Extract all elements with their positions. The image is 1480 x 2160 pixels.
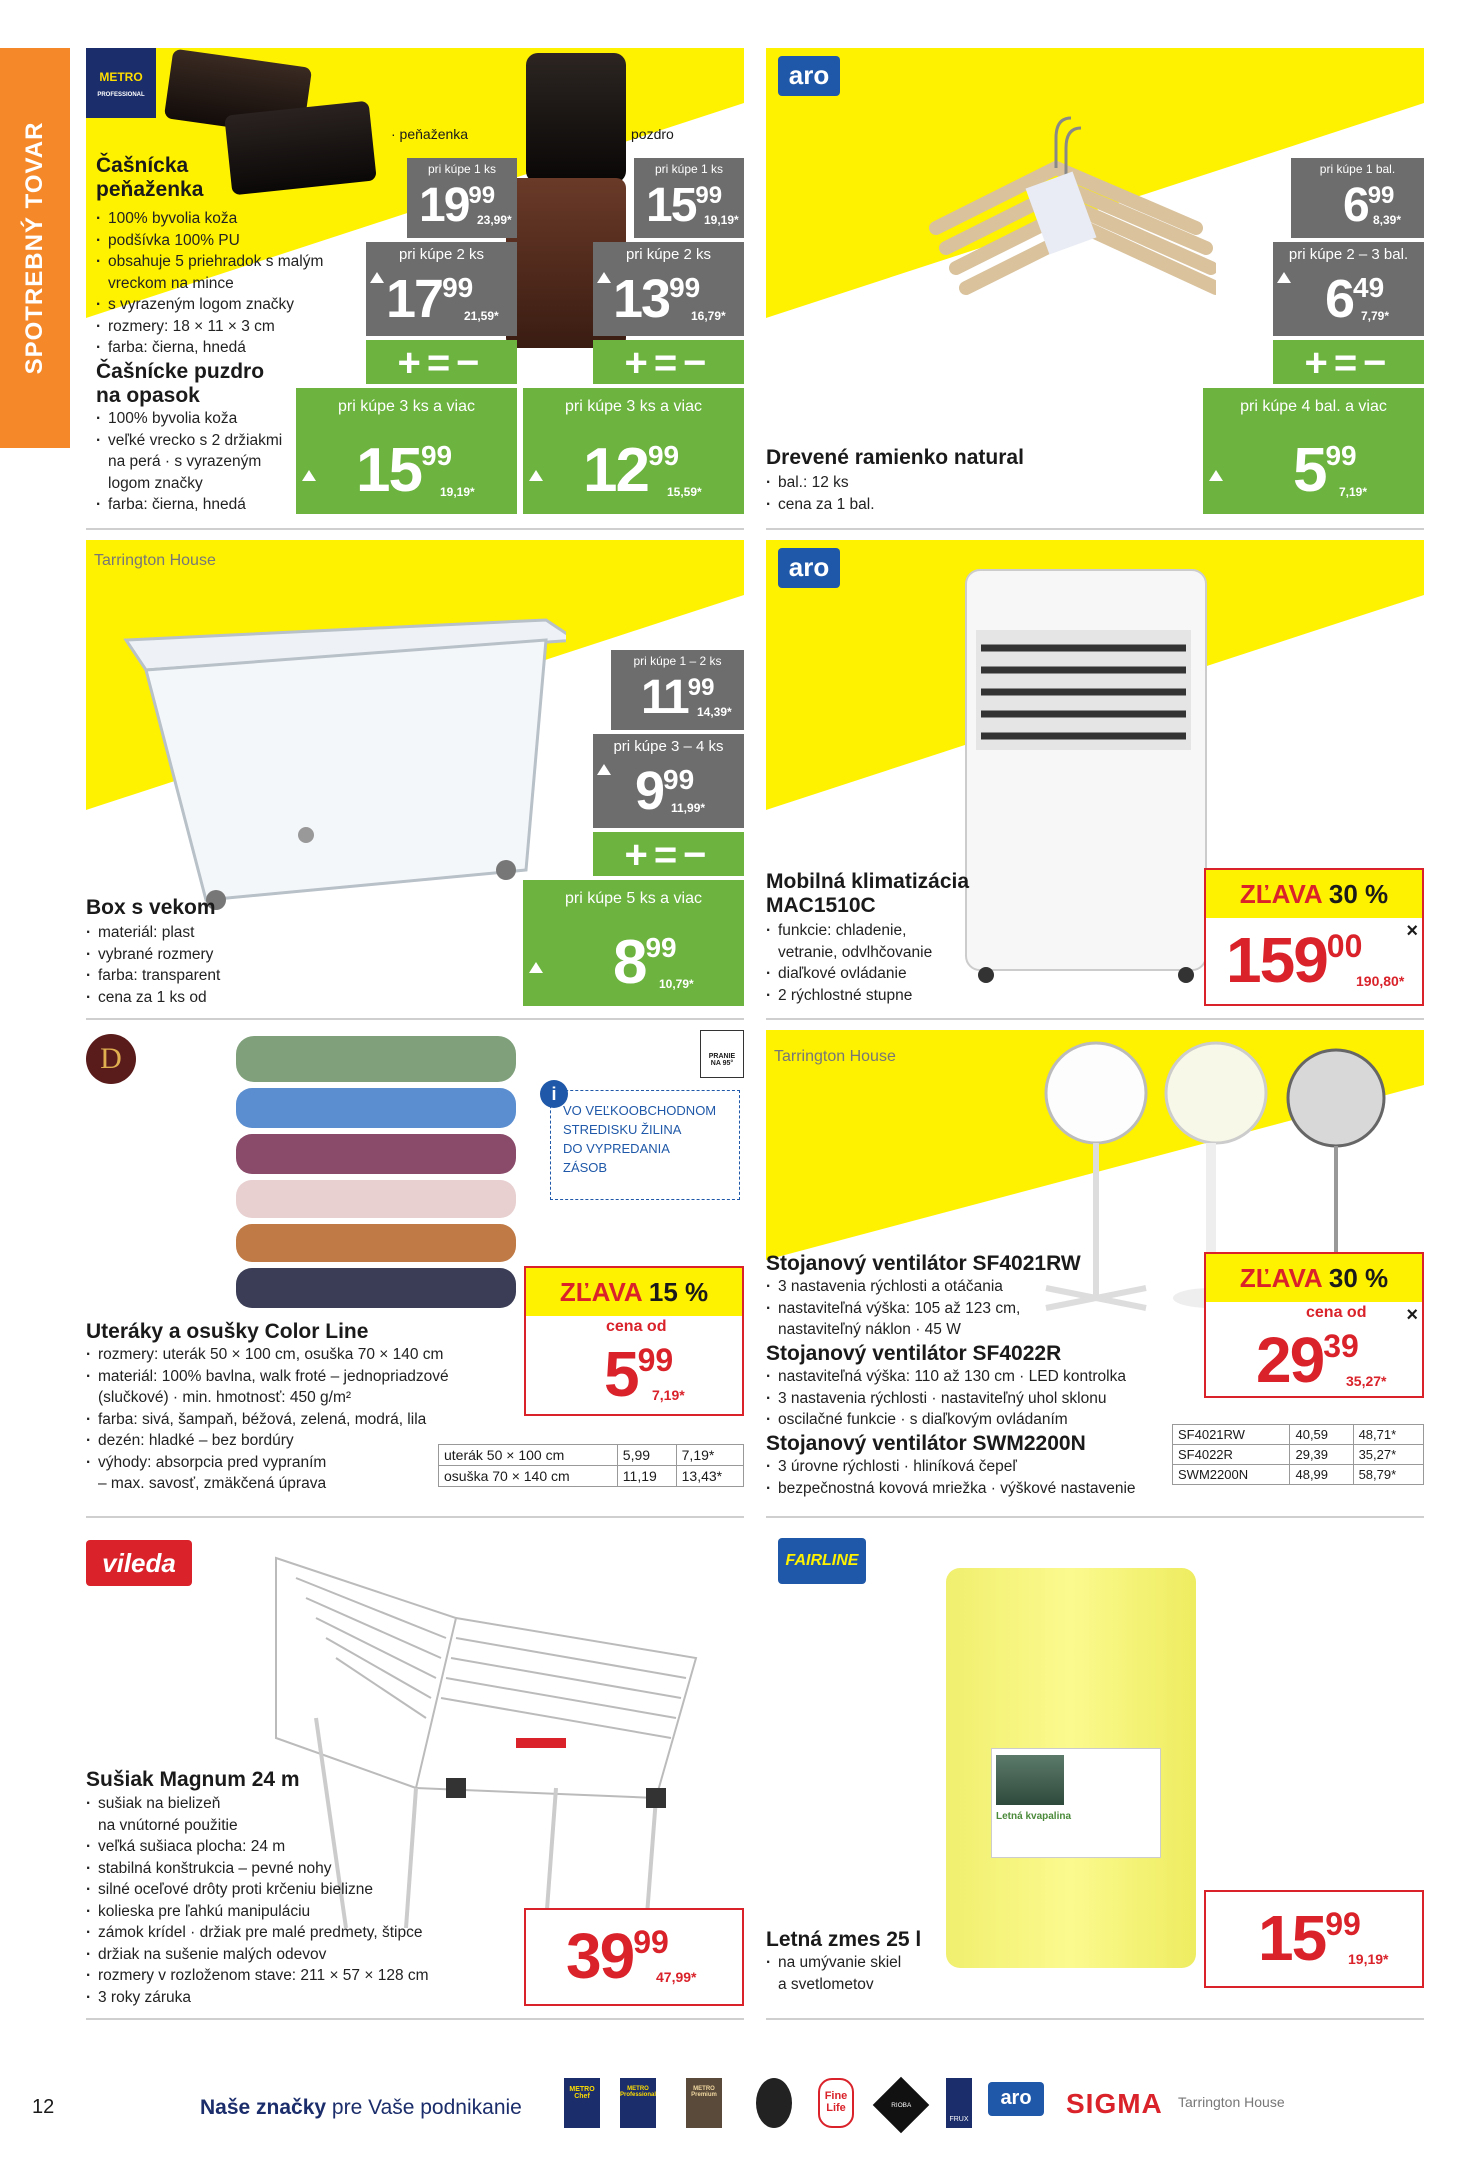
product-panel-aircon[interactable] — [766, 540, 1424, 1008]
bullet: · dezén: hladké – bez bordúry — [86, 1430, 449, 1452]
price-vat: 14,39* — [697, 705, 732, 719]
price-int: 5 — [604, 1338, 638, 1410]
bullet: · nastaviteľná výška: 105 až 123 cm, — [766, 1298, 1020, 1320]
label-wallet: · peňaženka — [391, 126, 469, 142]
premium-brand-logo — [756, 2078, 792, 2128]
fine-life-logo: Fine Life — [818, 2078, 854, 2128]
tier-label: pri kúpe 3 – 4 ks — [613, 738, 724, 755]
divider — [766, 528, 1424, 530]
product-title: Sušiak Magnum 24 m — [86, 1768, 300, 1791]
tarrington-house-logo: Tarrington House — [1178, 2094, 1285, 2110]
table-row — [1173, 1425, 1424, 1445]
bullet-cont: – max. savosť, zmäkčená úprava — [98, 1475, 327, 1492]
discount-percent: 15 % — [648, 1277, 709, 1307]
bullet-cont: a svetlometov — [778, 1975, 874, 1993]
price-int: 13 — [613, 269, 670, 329]
divider — [766, 1516, 1424, 1518]
product-title: Box s vekom — [86, 896, 216, 919]
product-title: Letná zmes 25 l — [766, 1928, 922, 1951]
bullet: · stabilná konštrukcia – pevné nohy — [86, 1858, 429, 1880]
tier-label: pri kúpe 2 ks — [398, 246, 485, 263]
footer-tagline — [200, 2096, 522, 2120]
price-tier-2-pouch — [593, 242, 744, 336]
price-dec: 39 — [1323, 1328, 1359, 1364]
bullet: · farba: sivá, šampaň, béžová, zelená, modrá, lila — [86, 1409, 449, 1431]
table-cell: 40,59 — [1290, 1425, 1353, 1445]
close-icon: × — [1406, 1304, 1418, 1326]
bullet: · cena za 1 ks od — [86, 987, 220, 1009]
price-int: 29 — [1256, 1324, 1324, 1396]
price-dec: 99 — [633, 1924, 669, 1960]
price-vat: 15,59* — [667, 485, 702, 499]
bullet: · farba: čierna, hnedá — [96, 494, 282, 516]
discount-price-box — [1204, 868, 1424, 1006]
price-int: 11 — [641, 671, 688, 724]
product-title-pouch: Čašnícke puzdro na opasok — [96, 360, 265, 407]
price-vat: 11,99* — [671, 801, 706, 815]
aro-logo: aro — [778, 56, 840, 96]
bullet: · sušiak na bielizeň — [86, 1793, 429, 1815]
metro-professional-logo: METRO Professional — [620, 2078, 656, 2128]
discount-label — [1206, 1254, 1422, 1302]
price-vat: 19,19* — [1348, 1951, 1389, 1967]
metro-chef-logo: METRO Chef — [564, 2078, 600, 2128]
product-title-wallet: Čašnícka peňaženka — [96, 154, 204, 201]
product-panel-wallet[interactable] — [86, 48, 744, 516]
price-dec: 99 — [645, 932, 677, 963]
discount-word: ZĽAVA — [1239, 879, 1322, 909]
logo-subtext: PROFESSIONAL — [97, 92, 145, 98]
bullet: · nastaviteľná výška: 110 až 130 cm · LED kontrolka — [766, 1366, 1126, 1388]
table-cell: 13,43* — [676, 1466, 743, 1487]
discount-word: ZĽAVA — [1239, 1263, 1322, 1293]
price-tier-2-wallet — [366, 242, 517, 336]
price-vat: 47,99* — [656, 1969, 697, 1985]
price-tier-1 — [611, 650, 744, 730]
bullet-cont: nastaviteľný náklon · 45 W — [778, 1321, 961, 1338]
discount-price-box — [1204, 1252, 1424, 1398]
info-icon: i — [540, 1080, 568, 1108]
bullet: · rozmery: 18 × 11 × 3 cm — [96, 316, 323, 338]
divider — [86, 528, 744, 530]
price-int: 15 — [356, 436, 421, 505]
divider — [766, 2018, 1424, 2020]
tier-label: pri kúpe 3 ks a viac — [565, 398, 702, 415]
bullet: · bezpečnostná kovová mriežka · výškové nastavenie — [766, 1478, 1136, 1500]
price-vat: 7,19* — [652, 1387, 685, 1403]
davids-logo: D — [86, 1034, 136, 1084]
price-vat: 16,79* — [691, 309, 726, 323]
bullet-cont: na perá · s vyrazeným — [108, 453, 262, 470]
price-vat: 23,99* — [477, 213, 512, 227]
bullet: · 3 nastavenia rýchlosti a otáčania — [766, 1276, 1020, 1298]
towels-image — [236, 1030, 516, 1320]
discount-label — [1206, 870, 1422, 918]
vileda-logo: vileda — [86, 1540, 192, 1586]
price-box — [1204, 1890, 1424, 1988]
divider — [766, 1018, 1424, 1020]
price-tier-3 — [1203, 388, 1424, 514]
tier-label: pri kúpe 2 – 3 bal. — [1288, 246, 1409, 263]
price-tier-1 — [1291, 158, 1424, 238]
product-title: Uteráky a osušky Color Line — [86, 1320, 369, 1343]
price-vat: 21,59* — [464, 309, 499, 323]
table-cell: 5,99 — [617, 1445, 676, 1466]
price-tier-1-wallet — [407, 158, 517, 238]
product-panel-hangers[interactable] — [766, 48, 1424, 516]
tier-label: pri kúpe 1 ks — [654, 162, 724, 176]
bullet: · materiál: plast — [86, 922, 220, 944]
arrow-up-icon — [597, 764, 611, 775]
arrow-up-icon — [1277, 272, 1291, 283]
close-icon: × — [1406, 920, 1418, 942]
price-dec: 99 — [1325, 440, 1357, 471]
table-cell: 11,19 — [617, 1466, 676, 1487]
price-vat: 7,79* — [1361, 309, 1390, 323]
price-dec: 49 — [1353, 272, 1385, 303]
arrow-up-icon — [370, 272, 384, 283]
bullet: · držiak na sušenie malých odevov — [86, 1944, 429, 1966]
bullet-cont: (slučkové) · min. hmotnosť: 450 g/m² — [98, 1389, 352, 1406]
bullet: · veľká sušiaca plocha: 24 m — [86, 1836, 429, 1858]
air-conditioner-image — [956, 560, 1226, 990]
fairline-logo: FAIRLINE — [778, 1538, 866, 1584]
product-title-swm2200n: Stojanový ventilátor SWM2200N — [766, 1432, 1086, 1455]
bullet: · oscilačné funkcie · s diaľkovým ovládaním — [766, 1409, 1126, 1431]
price-dec: 99 — [695, 182, 723, 209]
plus-equal-minus-icon: +=− — [593, 832, 744, 876]
price-int: 6 — [1343, 179, 1368, 232]
price-int: 159 — [1226, 924, 1327, 996]
table-cell: SWM2200N — [1173, 1465, 1290, 1485]
price-dec: 99 — [669, 272, 701, 303]
bullet: · 3 nastavenia rýchlosti · nastaviteľný uhol sklonu — [766, 1388, 1126, 1410]
price-tier-2 — [593, 734, 744, 828]
price-int: 6 — [1325, 269, 1354, 329]
discount-percent: 30 % — [1328, 1263, 1389, 1293]
bullet: · materiál: 100% bavlna, walk froté – jednopriadzové — [86, 1366, 449, 1388]
arrow-up-icon — [597, 272, 611, 283]
tier-label: pri kúpe 5 ks a viac — [565, 890, 702, 907]
bullet: · na umývanie skiel — [766, 1952, 901, 1974]
canister-label-text: Letná kvapalina — [996, 1811, 1072, 1822]
product-title-sf4021rw: Stojanový ventilátor SF4021RW — [766, 1252, 1081, 1275]
bullet: · 2 rýchlostné stupne — [766, 985, 932, 1007]
arrow-up-icon — [529, 962, 543, 973]
price-int: 19 — [419, 179, 469, 232]
price-tier-3 — [523, 880, 744, 1006]
frux-logo: FRUX — [946, 2078, 972, 2128]
arrow-up-icon — [1209, 470, 1223, 481]
plus-equal-minus-icon: +=− — [1273, 340, 1424, 384]
price-dec: 99 — [687, 674, 715, 701]
bullet: · kolieska pre ľahkú manipuláciu — [86, 1901, 429, 1923]
product-title: Mobilná klimatizácia MAC1510C — [766, 870, 970, 917]
sigma-logo: SIGMA — [1066, 2088, 1163, 2119]
price-dec: 99 — [442, 272, 474, 303]
table-cell: 29,39 — [1290, 1445, 1353, 1465]
tier-label: pri kúpe 2 ks — [625, 246, 712, 263]
table-cell: 35,27* — [1353, 1445, 1423, 1465]
bullet-cont: vreckom na mince — [108, 274, 234, 292]
price-dec: 00 — [1326, 928, 1363, 964]
bullet: · funkcie: chladenie, — [766, 920, 932, 942]
bullet-cont: logom značky — [108, 474, 203, 492]
label-pouch: pozdro — [631, 126, 674, 142]
tier-label: pri kúpe 1 bal. — [1319, 162, 1396, 176]
price-table — [1172, 1424, 1424, 1485]
price-vat: 190,80* — [1356, 973, 1405, 989]
price-from-label: cena od — [606, 1318, 667, 1335]
tier-label: pri kúpe 1 – 2 ks — [633, 654, 722, 668]
metro-professional-logo — [86, 48, 156, 118]
discount-percent: 30 % — [1328, 879, 1389, 909]
bullet: · farba: transparent — [86, 965, 220, 987]
price-dec: 99 — [637, 1342, 674, 1378]
tier-label: pri kúpe 3 ks a viac — [338, 398, 475, 415]
table-row — [439, 1445, 744, 1466]
price-int: 15 — [646, 179, 696, 232]
bullet: · s vyrazeným logom značky — [96, 294, 323, 316]
price-int: 17 — [386, 269, 443, 329]
price-int: 8 — [613, 928, 646, 997]
price-dec: 99 — [1325, 1906, 1361, 1942]
price-dec: 99 — [1367, 182, 1395, 209]
bullet: · podšívka 100% PU — [96, 230, 323, 252]
info-note: VO VEĽKOOBCHODNOM STREDISKU ŽILINA DO VYPREDANIA ZÁSOB — [550, 1090, 740, 1200]
price-vat: 8,39* — [1373, 213, 1402, 227]
wash-95-icon: PRANIE NA 95° — [700, 1030, 744, 1078]
tagline-bold: Naše značky — [200, 2096, 327, 2119]
price-from-label: cena od — [1306, 1304, 1367, 1321]
wallet-image-2 — [224, 101, 377, 196]
plus-equal-minus-icon: +=− — [593, 340, 744, 384]
bullet: · obsahuje 5 priehradok s malým — [96, 251, 323, 273]
bullet: · rozmery v rozloženom stave: 211 × 57 × 128 cm — [86, 1965, 429, 1987]
table-row — [1173, 1445, 1424, 1465]
metro-premium-logo: METRO Premium — [686, 2078, 722, 2128]
tarrington-house-logo: Tarrington House — [94, 552, 216, 569]
price-int: 12 — [583, 436, 648, 505]
price-tier-3-wallet — [296, 388, 517, 514]
price-vat: 19,19* — [440, 485, 475, 499]
product-panel-towels[interactable] — [86, 1030, 744, 1506]
bullet: · silné oceľové drôty proti krčeniu bielizne — [86, 1879, 429, 1901]
bullet: · veľké vrecko s 2 držiakmi — [96, 430, 282, 452]
tagline-rest: pre Vaše podnikanie — [326, 2096, 522, 2119]
rioba-logo — [873, 2077, 930, 2134]
rioba-text: RIOBA — [891, 2101, 911, 2109]
table-cell: 58,79* — [1353, 1465, 1423, 1485]
bullet-cont: vetranie, odvlhčovanie — [778, 943, 933, 961]
table-cell: osuška 70 × 140 cm — [439, 1466, 618, 1487]
price-dec: 99 — [663, 764, 695, 795]
price-table — [438, 1444, 744, 1487]
bullet: · bal.: 12 ks — [766, 472, 875, 494]
bullet: · farba: čierna, hnedá — [96, 337, 323, 359]
aro-logo: aro — [778, 548, 840, 588]
product-title-sf4022r: Stojanový ventilátor SF4022R — [766, 1342, 1062, 1365]
discount-word: ZĽAVA — [559, 1277, 642, 1307]
price-int: 5 — [1293, 436, 1326, 505]
table-row — [1173, 1465, 1424, 1485]
bullet: · výhody: absorpcia pred vypraním — [86, 1452, 449, 1474]
price-int: 9 — [635, 761, 664, 821]
category-tab[interactable] — [0, 48, 70, 448]
bullet: · zámok krídel · držiak pre malé predmety, štipce — [86, 1922, 429, 1944]
canister-label — [991, 1748, 1161, 1858]
price-tier-3-pouch — [523, 388, 744, 514]
table-cell: SF4021RW — [1173, 1425, 1290, 1445]
price-int: 39 — [566, 1920, 634, 1992]
price-dec: 99 — [420, 440, 453, 471]
price-dec: 99 — [468, 182, 496, 209]
table-cell: uterák 50 × 100 cm — [439, 1445, 618, 1466]
bullet: · 100% byvolia koža — [96, 208, 323, 230]
tier-label: pri kúpe 1 ks — [427, 162, 497, 176]
product-panel-drying-rack[interactable] — [86, 1528, 744, 2010]
hanger-image — [916, 78, 1216, 378]
page-number: 12 — [32, 2096, 55, 2118]
price-vat: 19,19* — [704, 213, 739, 227]
bullet-cont: na vnútorné použitie — [98, 1816, 238, 1834]
bullet: · 3 roky záruka — [86, 1987, 429, 2009]
arrow-up-icon — [529, 470, 543, 481]
divider — [86, 1516, 744, 1518]
price-box — [524, 1908, 744, 2006]
product-panel-box[interactable] — [86, 540, 744, 1008]
discount-price-box — [524, 1266, 744, 1416]
table-cell: 48,99 — [1290, 1465, 1353, 1485]
price-vat: 35,27* — [1346, 1373, 1387, 1389]
price-dec: 99 — [647, 440, 680, 471]
bullet: · rozmery: uterák 50 × 100 cm, osuška 70 × 140 cm — [86, 1344, 449, 1366]
plus-equal-minus-icon: +=− — [366, 340, 517, 384]
bullet: · cena za 1 bal. — [766, 494, 875, 516]
aro-logo: aro — [988, 2082, 1044, 2116]
bullet: · diaľkové ovládanie — [766, 963, 932, 985]
table-row — [439, 1466, 744, 1487]
logo-text: METRO — [99, 70, 143, 84]
arrow-up-icon — [302, 470, 316, 481]
table-cell: 48,71* — [1353, 1425, 1423, 1445]
tier-label: pri kúpe 4 bal. a viac — [1240, 398, 1387, 415]
price-vat: 7,19* — [1339, 485, 1368, 499]
bullet: · 100% byvolia koža — [96, 408, 282, 430]
table-cell: 7,19* — [676, 1445, 743, 1466]
footer — [0, 2070, 1480, 2160]
product-panel-washer-fluid[interactable] — [766, 1528, 1424, 2010]
price-tier-2 — [1273, 242, 1424, 336]
plastic-box-image — [106, 600, 566, 920]
bullet: · vybrané rozmery — [86, 944, 220, 966]
divider — [86, 2018, 744, 2020]
pouch-image — [526, 53, 626, 183]
product-title: Drevené ramienko natural — [766, 446, 1024, 469]
price-tier-1-pouch — [634, 158, 744, 238]
price-vat: 10,79* — [659, 977, 694, 991]
bullet: · 3 úrovne rýchlosti · hliníková čepeľ — [766, 1456, 1136, 1478]
discount-label — [526, 1268, 742, 1316]
category-tab-label: SPOTREBNÝ TOVAR — [21, 121, 48, 375]
table-cell: SF4022R — [1173, 1445, 1290, 1465]
price-int: 15 — [1258, 1902, 1326, 1974]
tarrington-house-logo: Tarrington House — [774, 1048, 896, 1065]
product-panel-fans[interactable] — [766, 1030, 1424, 1506]
divider — [86, 1018, 744, 1020]
